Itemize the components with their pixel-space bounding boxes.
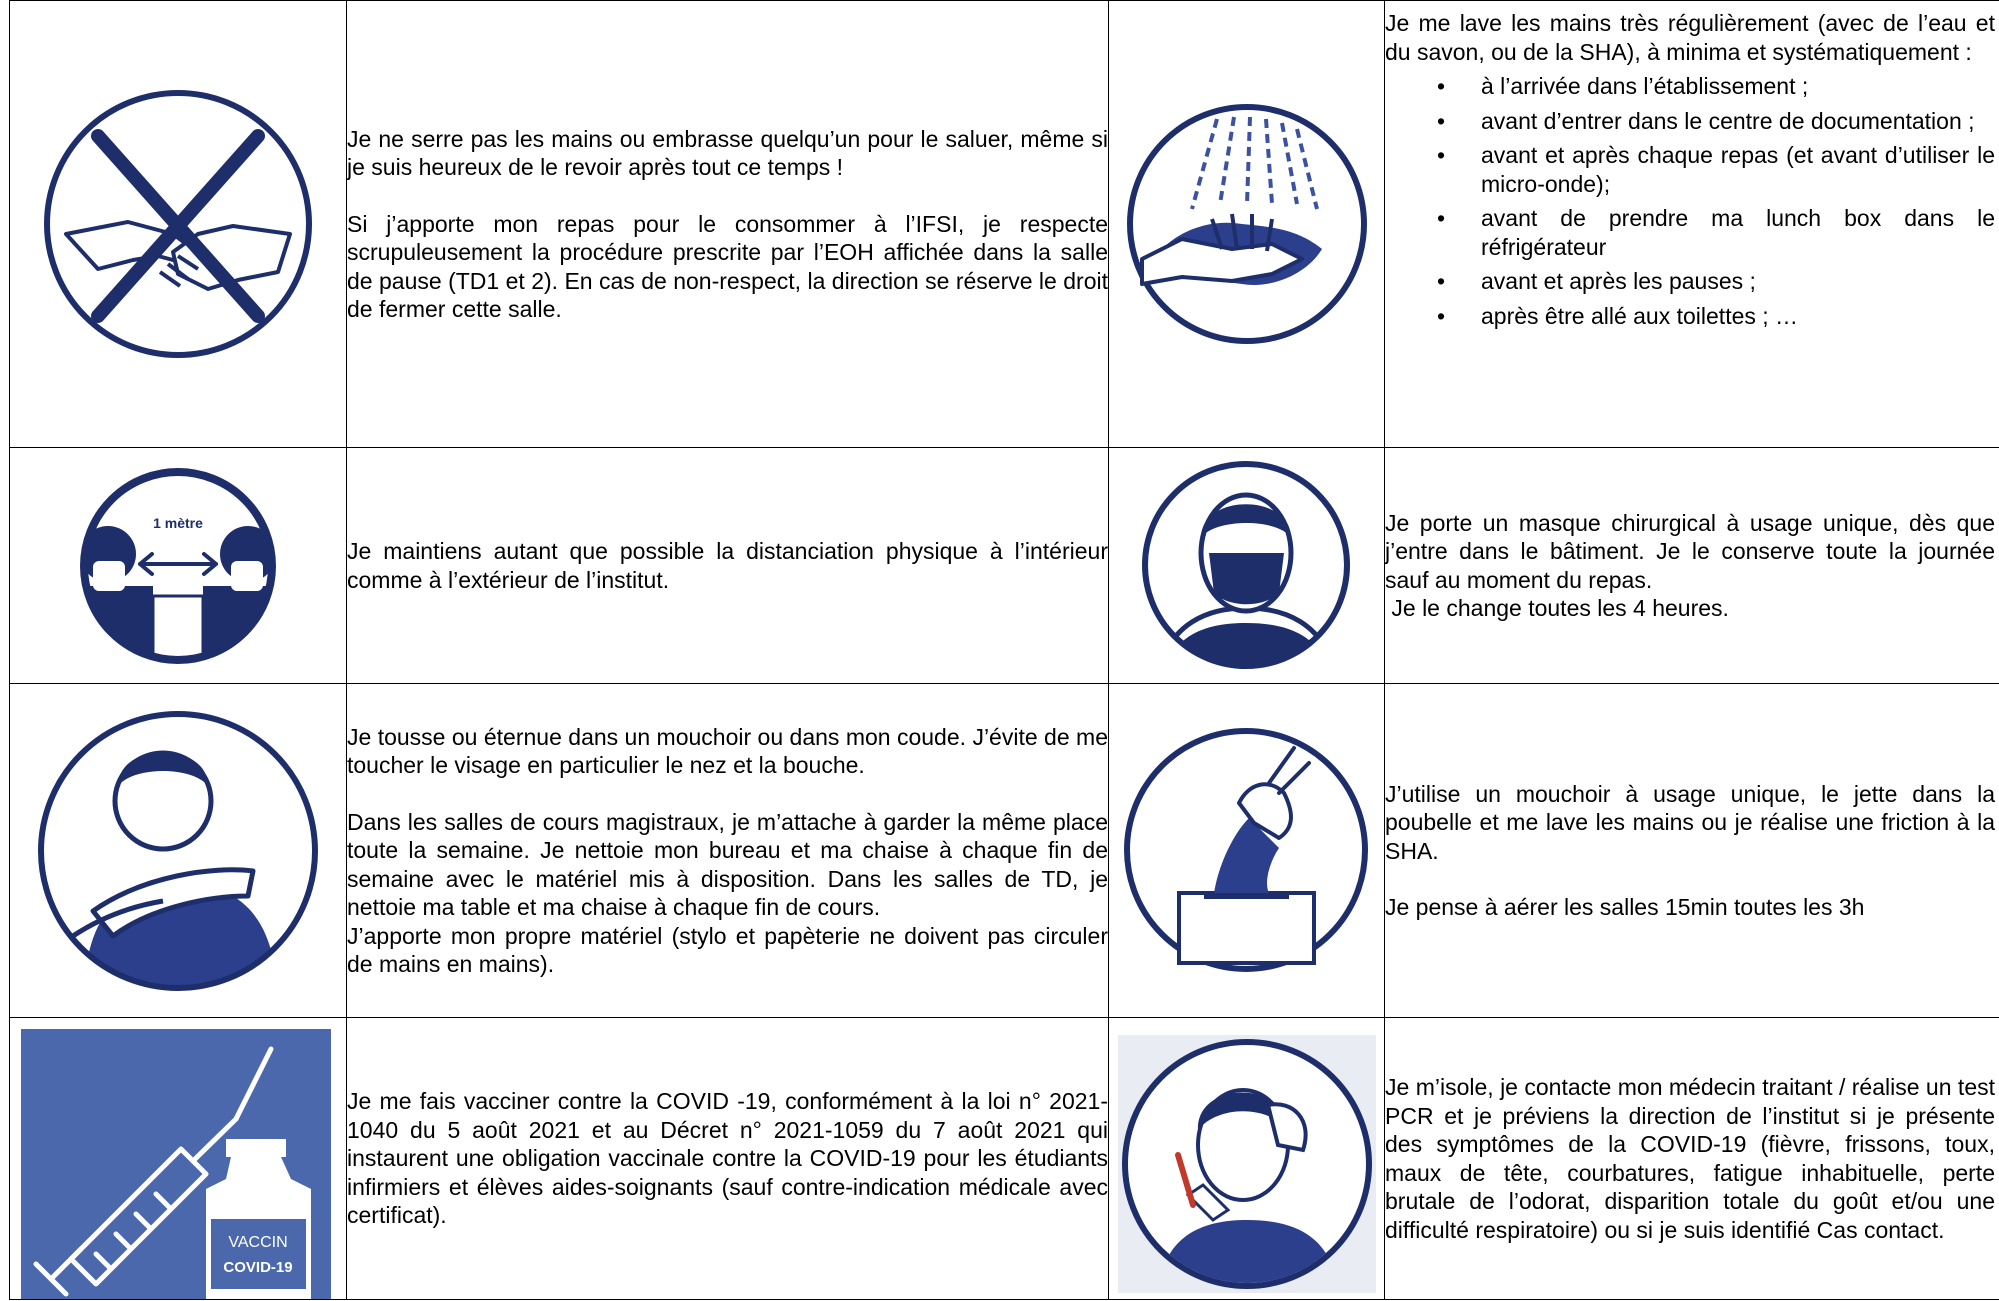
cough-elbow-icon: [33, 706, 323, 996]
rule-paragraph: Si j’apporte mon repas pour le consommer à l’IFSI, je respecte scrupuleusement la procédure prescrite par l’EOH affichée dans la salle de pause (TD1 et 2). En cas de non-respect, la direction se réserve le droit de fermer cette salle.: [347, 210, 1108, 322]
rule-text: [1385, 448, 1999, 684]
covid-rules-table: [9, 0, 1999, 1300]
icon-cell: [1109, 1, 1385, 448]
list-item: • à l’arrivée dans l’établissement ;: [1481, 66, 1995, 101]
distancing-icon: [78, 466, 278, 666]
hand-washing-icon: [1122, 99, 1372, 349]
rule-paragraph: Je pense à aérer les salles 15min toutes les 3h: [1385, 894, 1865, 920]
rule-text: [1385, 1018, 1999, 1300]
rule-paragraph: Je le change toutes les 4 heures.: [1385, 595, 1729, 621]
rule-paragraph: Je porte un masque chirurgical à usage unique, dès que j’entre dans le bâtiment. Je le conserve toute la journée sauf au moment du repas.: [1385, 509, 1995, 593]
table-row: [10, 448, 1999, 684]
rule-text: [1385, 1, 1999, 448]
table-row: [10, 684, 1999, 1018]
tissue-icon: [1119, 723, 1374, 978]
table-row: [10, 1, 1999, 448]
icon-cell: [10, 1, 347, 448]
rule-text: [347, 448, 1109, 684]
distance-label: 1 mètre: [153, 514, 203, 531]
icon-cell: [1109, 1018, 1385, 1300]
rule-paragraph: Dans les salles de cours magistraux, je m’attache à garder la même place toute la semaine. Je nettoie mon bureau et ma chaise à chaque fin de semaine avec le matériel mis à disposition. Dans les salles de TD, je nettoie ma table et ma chaise à chaque fin de cours.: [347, 808, 1108, 920]
table-row: [10, 1018, 1999, 1300]
list-item: • avant d’entrer dans le centre de documentation ;: [1481, 101, 1995, 136]
icon-cell: [1109, 448, 1385, 684]
no-handshake-icon: [38, 84, 318, 364]
icon-cell: [10, 1018, 347, 1300]
vaccine-icon: [21, 1029, 331, 1299]
rule-text: [347, 1018, 1109, 1300]
rule-paragraph: Je ne serre pas les mains ou embrasse quelqu’un pour le saluer, même si je suis heureux de le revoir après tout ce temps !: [347, 125, 1108, 180]
list-item: • avant et après chaque repas (et avant d’utiliser le micro-onde);: [1481, 135, 1995, 198]
rule-paragraph: Je maintiens autant que possible la distanciation physique à l’intérieur comme à l’extérieur de l’institut.: [347, 538, 1108, 593]
rule-text: [1385, 684, 1999, 1018]
list-item: • après être allé aux toilettes ; …: [1481, 296, 1995, 331]
icon-cell: [10, 448, 347, 684]
rule-paragraph: J’apporte mon propre matériel (stylo et papèterie ne doivent pas circuler de mains en mains).: [347, 922, 1108, 977]
icon-cell: [10, 684, 347, 1018]
rule-text: [347, 1, 1109, 448]
rule-text: [347, 684, 1109, 1018]
rule-intro: Je me lave les mains très régulièrement (avec de l’eau et du savon, ou de la SHA), à minima et systématiquement :: [1385, 10, 1995, 65]
rule-paragraph: Je me fais vacciner contre la COVID -19, conformément à la loi n° 2021-1040 du 5 août 2021 et au Décret n° 2021-1059 du 7 août 2021 qui instaurent une obligation vaccinale contre la COVID-19 pour les étudiants infirmiers et élèves aides-soignants (sauf contre-indication médicale avec certificat).: [347, 1088, 1108, 1229]
rule-paragraph: Je tousse ou éternue dans un mouchoir ou dans mon coude. J’évite de me toucher le visage en particulier le nez et la bouche.: [347, 723, 1108, 778]
rule-paragraph: J’utilise un mouchoir à usage unique, le jette dans la poubelle et me lave les mains ou je réalise une friction à la SHA.: [1385, 780, 1995, 864]
vaccine-label: COVID-19: [223, 1259, 293, 1276]
rule-paragraph: Je m’isole, je contacte mon médecin traitant / réalise un test PCR et je préviens la direction de l’institut si je présente des symptômes de la COVID-19 (fièvre, frissons, toux, maux de tête, courbatures, fatigue inhabituelle, perte brutale de l’odorat, disparition totale du goût et/ou une difficulté respiratoire) ou si je suis identifié Cas contact.: [1385, 1074, 1995, 1243]
face-mask-icon: [1139, 458, 1354, 673]
vaccine-label: VACCIN: [228, 1234, 288, 1251]
list-item: • avant et après les pauses ;: [1481, 261, 1995, 296]
icon-cell: [1109, 684, 1385, 1018]
sick-test-icon: [1118, 1035, 1376, 1293]
list-item: • avant de prendre ma lunch box dans le réfrigérateur: [1481, 198, 1995, 261]
bullet-list: [1385, 66, 1995, 330]
